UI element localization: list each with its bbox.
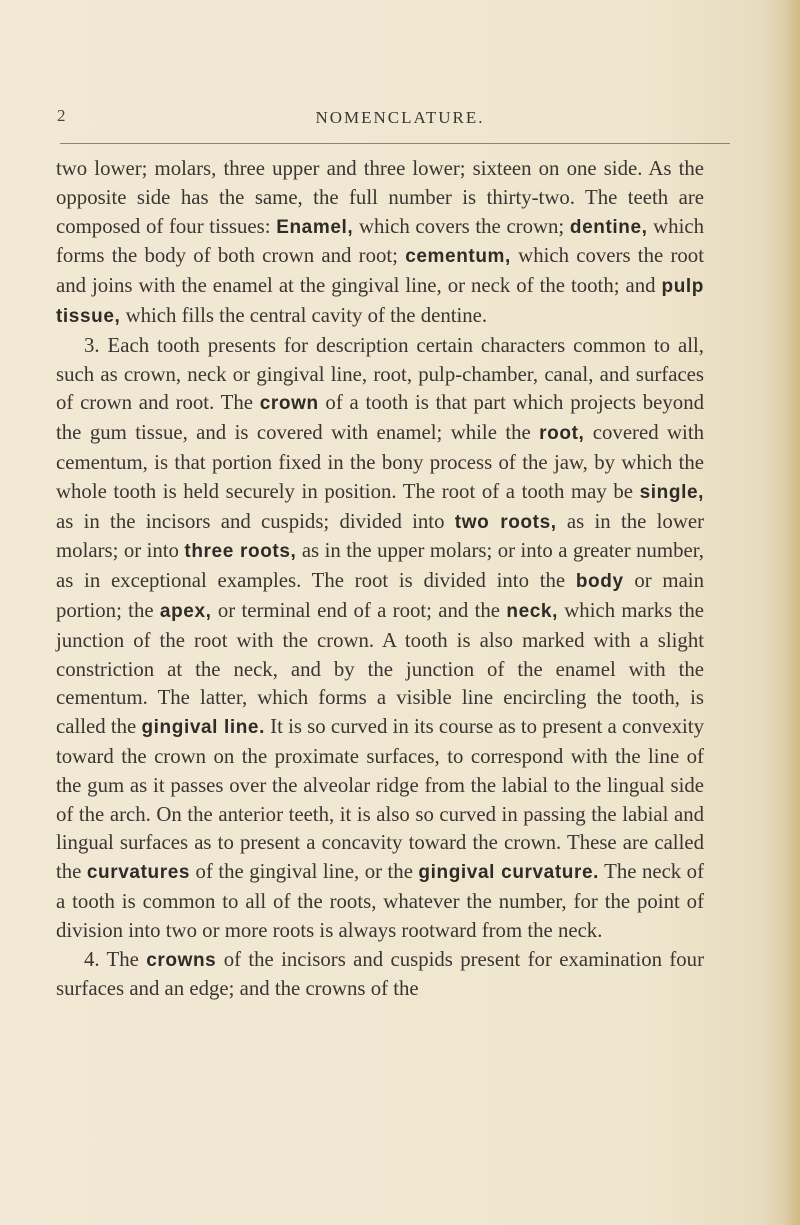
term-crown: crown — [259, 393, 319, 415]
term-curvatures: curvatures — [86, 862, 191, 884]
text-run: as in the incisors and cuspids; divided into — [56, 509, 455, 533]
text-run: It is so curved in its course as to present a convexity toward the crown on the proximate surfaces, to correspond with the line of the gum as it passes over the alveolar ridge from the labial to the lingual side of the arch. On the anterior teeth, it is also so curved in passing the labial and lingual surfaces as to present a concavity toward the crown. These are called the — [56, 715, 704, 884]
text-run: of the gingival line, or the — [190, 860, 419, 884]
paragraph-3 — [56, 946, 704, 1005]
paragraph-1 — [56, 155, 704, 332]
text-run: which covers the root and joins with the enamel at the gingival line, or neck of the tooth; and — [56, 244, 704, 298]
text-run: as in the upper molars; or into a greater number, as in exceptional examples. The root is divided into the — [56, 539, 705, 593]
term-dentine: dentine, — [569, 216, 648, 238]
text-run: of the incisors and cuspids present for examination four surfaces and an edge; and the crowns of the — [56, 947, 704, 1001]
term-pulp-tissue: pulp tissue, — [56, 276, 704, 327]
text-run: two lower; molars, three upper and three lower; sixteen on one side. As the opposite side has the same, the full number is thirty-two. The teeth are composed of four tissues: — [56, 157, 704, 238]
term-two-roots: two roots, — [454, 511, 557, 533]
body-text — [56, 155, 704, 1004]
text-run: which covers the crown; — [353, 214, 570, 238]
page-number: 2 — [57, 106, 66, 125]
term-apex: apex, — [159, 600, 212, 622]
text-run: 3. Each tooth presents for description certain characters common to all, such as crown, neck or gingival line, root, pulp-chamber, canal, and surfaces of crown and root. The — [56, 333, 704, 415]
text-run: which marks the junction of the root with the crown. A tooth is also marked with a slight constriction at the neck, and by the junction of the enamel with the cementum. The latter, which forms a visible line encircling the tooth, is called the — [56, 598, 704, 739]
page-edge-shading — [784, 0, 800, 1225]
term-neck: neck, — [506, 600, 558, 622]
term-gingival-line: gingival line. — [141, 717, 265, 739]
running-head: NOMENCLATURE. — [315, 108, 485, 127]
text-run: or terminal end of a root; and the — [211, 598, 507, 622]
term-body: body — [575, 571, 624, 593]
header-rule — [60, 143, 730, 144]
text-run: covered with cementum, is that portion fixed in the bony process of the jaw, by which the whole tooth is held securely in position. The root of a tooth may be — [56, 421, 704, 503]
text-run: which forms the body of both crown and root; — [56, 214, 704, 268]
text-run: of a tooth is that part which projects beyond the gum tissue, and is covered with enamel; while the — [56, 391, 704, 445]
term-cementum: cementum, — [405, 246, 511, 268]
text-run: The neck of a tooth is common to all of the roots, whatever the number, for the point of division into two or more roots is always rootward from the neck. — [56, 860, 704, 942]
text-run: as in the lower molars; or into — [56, 509, 704, 563]
term-gingival-curvature: gingival curvature. — [418, 862, 600, 884]
text-run: or main portion; the — [56, 569, 704, 622]
text-run: which fills the central cavity of the dentine. — [120, 303, 488, 327]
text-run: 4. The — [84, 947, 147, 971]
term-enamel: Enamel, — [276, 216, 354, 238]
term-root: root, — [539, 423, 585, 445]
term-three-roots: three roots, — [184, 541, 297, 563]
term-crowns: crowns — [146, 949, 217, 971]
term-single: single, — [639, 481, 704, 503]
paragraph-2 — [56, 332, 704, 946]
